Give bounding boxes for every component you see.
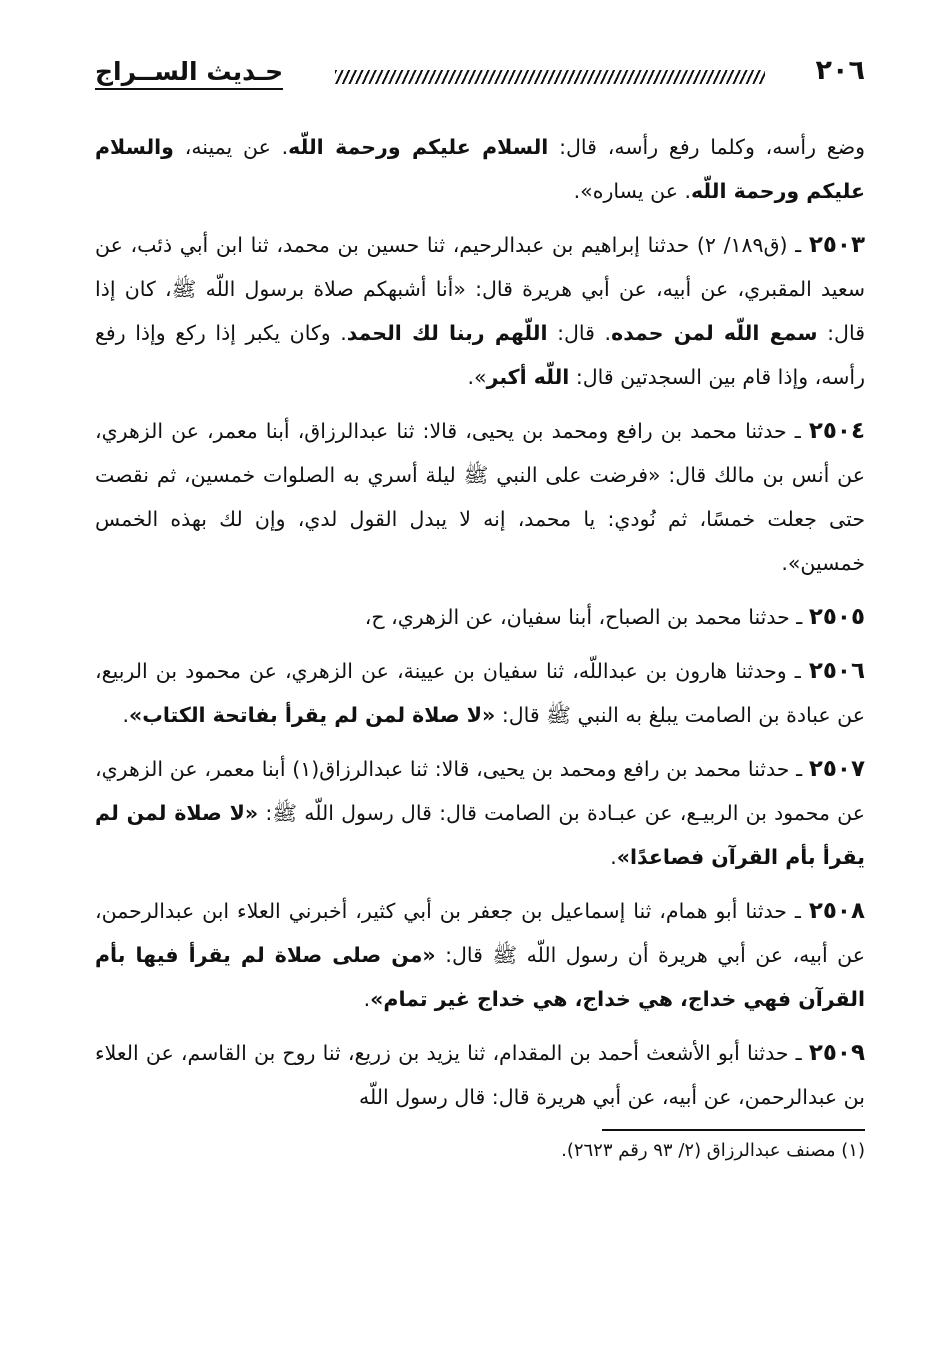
footnote: (١) مصنف عبدالرزاق (٢/ ٩٣ رقم ٢٦٢٣). <box>561 1140 865 1161</box>
bold-quote: سمع اللّه لمن حمده <box>611 321 818 345</box>
hadith-paragraph <box>95 649 865 737</box>
header-ornament-rule <box>335 70 765 84</box>
bold-quote: اللّهم ربنا لك الحمد <box>346 321 548 345</box>
text-run: وضع رأسه، وكلما رفع رأسه، قال: <box>548 135 866 159</box>
text-run: ». <box>467 365 487 389</box>
hadith-number: ٢٥٠٩ <box>808 1040 865 1066</box>
hadith-paragraph <box>95 409 865 585</box>
hadith-number: ٢٥٠٧ <box>808 756 866 782</box>
hadith-paragraph <box>95 747 865 879</box>
bold-quote: «لا صلاة لمن لم يقرأ بفاتحة الكتاب» <box>128 703 496 727</box>
hadith-paragraph <box>95 223 865 399</box>
text-run: ـ (ق١٨٩/ ٢) حدثنا إبراهيم بن عبدالرحيم، ثنا حسين بن محمد، ثنا ابن أبي ذئب، عن سعيد المقبري، عن أبيه، عن أبي هريرة قال: «أنا أشبهكم صلاة برسول اللّه ﷺ، كان إذا قال: <box>95 233 865 345</box>
text-run: ـ حدثنا محمد بن الصباح، أبنا سفيان، عن الزهري، ح، <box>364 605 809 629</box>
bold-quote: اللّه أكبر <box>486 365 570 389</box>
hadith-number: ٢٥٠٣ <box>808 232 865 258</box>
bold-quote: السلام عليكم ورحمة اللّه <box>288 135 549 159</box>
text-run: . قال: <box>547 321 612 345</box>
bold-quote: والسلام عليكم ورحمة اللّه <box>95 135 865 203</box>
body-text <box>95 125 865 1119</box>
book-page <box>95 55 865 1167</box>
text-run: ـ وحدثنا هارون بن عبداللّه، ثنا سفيان بن عيينة، عن الزهري، عن محمود بن الربيع، عن عبادة بن الصامت يبلغ به النبي ﷺ قال: <box>95 659 865 727</box>
text-run: ـ حدثنا أبو الأشعث أحمد بن المقدام، ثنا يزيد بن زريع، ثنا روح بن القاسم، عن العلاء بن عبدالرحمن، عن أبيه، عن أبي هريرة قال: قال رسول اللّه <box>95 1041 865 1109</box>
text-run: . <box>363 987 371 1011</box>
text-run: . عن يساره». <box>573 179 691 203</box>
hadith-paragraph <box>95 595 865 639</box>
hadith-paragraph <box>95 125 865 213</box>
book-title: حـديث الســراج <box>95 57 283 90</box>
text-run: . <box>610 845 617 869</box>
hadith-number: ٢٥٠٦ <box>808 658 865 684</box>
bold-quote: «من صلى صلاة لم يقرأ فيها بأم القرآن فهي خداج، هي خداج، هي خداج غير تمام» <box>95 943 865 1011</box>
footnote-separator <box>602 1129 865 1131</box>
hadith-number: ٢٥٠٤ <box>808 418 865 444</box>
hadith-paragraph <box>95 1031 865 1119</box>
text-run: . عن يمينه، <box>173 135 289 159</box>
hadith-paragraph <box>95 889 865 1021</box>
page-number: ٢٠٦ <box>815 55 865 86</box>
text-run: . <box>122 703 129 727</box>
hadith-number: ٢٥٠٥ <box>808 604 865 630</box>
text-run: . وكان يكبر إذا ركع وإذا رفع رأسه، وإذا قام بين السجدتين قال: <box>95 321 865 389</box>
text-run: ـ حدثنا محمد بن رافع ومحمد بن يحيى، قالا: ثنا عبدالرزاق، أبنا معمر، عن الزهري، عن أنس بن مالك قال: «فرضت على النبي ﷺ ليلة أسري به الصلوات خمسين، ثم نقصت حتى جعلت خمسًا، ثم نُودي: يا محمد، إنه لا يبدل القول لدي، وإن لك بهذه الخمس خمسين». <box>95 419 865 575</box>
page-header <box>95 55 865 99</box>
text-run: ـ حدثنا محمد بن رافع ومحمد بن يحيى، قالا: ثنا عبدالرزاق(١) أبنا معمر، عن الزهري، عن محمود بن الربيـع، عن عبـادة بن الصامت قال: قال رسول اللّه ﷺ: <box>95 757 865 825</box>
hadith-number: ٢٥٠٨ <box>808 898 865 924</box>
text-run: ـ حدثنا أبو همام، ثنا إسماعيل بن جعفر بن أبي كثير، أخبرني العلاء ابن عبدالرحمن، عن أبيه، عن أبي هريرة أن رسول اللّه ﷺ قال: <box>95 899 865 967</box>
bold-quote: «لا صلاة لمن لم يقرأ بأم القرآن فصاعدًا» <box>95 801 865 869</box>
